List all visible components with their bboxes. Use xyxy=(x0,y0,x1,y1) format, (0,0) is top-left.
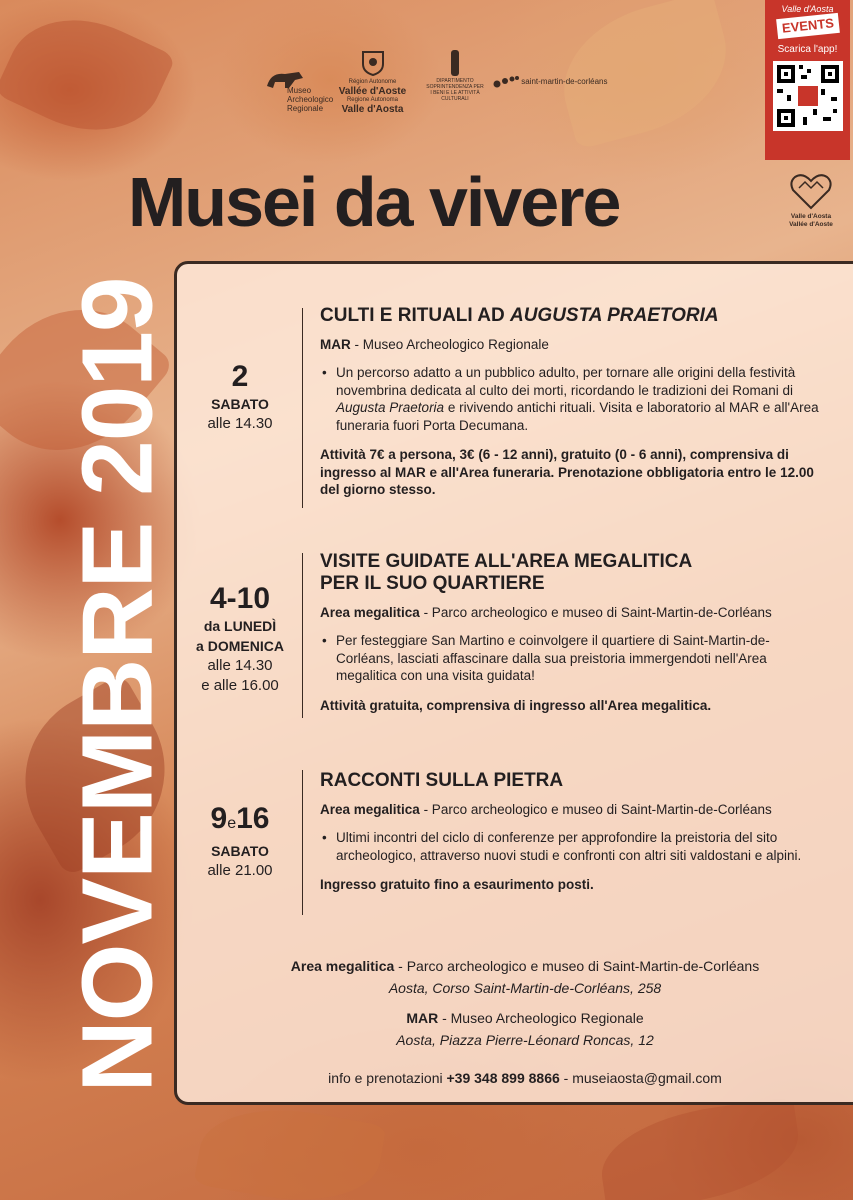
venue1 xyxy=(180,955,853,977)
partner-logos xyxy=(265,50,608,130)
divider-event1 xyxy=(302,308,303,508)
region-fr: Vallée d'Aoste xyxy=(338,86,407,97)
venue1-address: Aosta, Corso Saint-Martin-de-Corléans, 258 xyxy=(388,980,662,996)
heart-line1: Valle d'Aosta xyxy=(790,213,832,220)
event1-desc-italic: Augusta Praetoria xyxy=(336,400,445,415)
venue1-rest: - Parco archeologico e museo di Saint-Martin-de-Corléans xyxy=(394,958,760,974)
dept-text: DIPARTIMENTO SOPRINTENDENZA PER I BENI E LE ATTIVITÀ CULTURALI xyxy=(426,78,484,102)
event2-location-bold: Area megalitica xyxy=(320,605,420,620)
event3-date-conj: e xyxy=(227,815,237,832)
event3-location-rest: - Parco archeologico e museo di Saint-Martin-de-Corléans xyxy=(419,802,772,817)
page-title: Musei da vivere xyxy=(128,163,620,241)
venue2-bold: MAR xyxy=(406,1010,439,1026)
qr-code-icon[interactable] xyxy=(773,61,843,131)
event1-time: alle 14.30 xyxy=(207,415,273,432)
event1-desc-a: Un percorso adatto a un pubblico adulto, per tornare alle origini della festività novembrina dedicata al culto dei morti, ricordando le tradizioni dei Romani di xyxy=(336,365,796,398)
dept-logo xyxy=(425,50,485,102)
event2-title xyxy=(320,551,820,595)
event3-date-b: 16 xyxy=(236,802,270,835)
contact-separator: - xyxy=(559,1070,573,1086)
event2-day-line2: a DOMENICA xyxy=(196,638,284,654)
event1-location-bold: MAR xyxy=(320,337,351,352)
event1-title-a: CULTI E RITUALI AD xyxy=(320,305,510,326)
heart-icon xyxy=(789,172,833,210)
event1-day: SABATO xyxy=(211,396,269,412)
event3-date-a: 9 xyxy=(210,802,228,835)
divider-event3 xyxy=(302,770,303,915)
region-small-it: Regione Autonoma xyxy=(346,97,399,103)
month-year-text: NOVEMBRE 2019 xyxy=(61,277,174,1093)
museo-line1: Museo xyxy=(287,86,312,95)
shield-icon xyxy=(362,50,384,76)
event3-date-block xyxy=(180,802,300,881)
museo-line3: Regionale xyxy=(287,104,324,113)
event1-date: 2 xyxy=(231,360,249,393)
museo-logo xyxy=(265,68,334,113)
region-logo xyxy=(335,50,410,114)
event2-date-block xyxy=(180,582,300,696)
event1-description xyxy=(320,364,820,434)
event1 xyxy=(320,305,820,499)
event2-location-rest: - Parco archeologico e museo di Saint-Martin-de-Corléans xyxy=(419,605,772,620)
event1-date-block xyxy=(180,360,300,434)
contact-phone[interactable]: +39 348 899 8866 xyxy=(446,1070,560,1086)
event1-desc-b: e rivivendo antichi rituali. Visita e laboratorio al MAR e all'Area funeraria fuori Porta Decumana. xyxy=(336,400,819,433)
venue1-bold: Area megalitica xyxy=(290,958,395,974)
divider-event2 xyxy=(302,553,303,718)
leaf-decoration xyxy=(595,1097,806,1200)
region-small-fr: Région Autonome xyxy=(348,79,397,85)
event2-time2: e alle 16.00 xyxy=(201,677,279,694)
venue2-rest: - Museo Archeologico Regionale xyxy=(438,1010,644,1026)
contact-email[interactable]: museiaosta@gmail.com xyxy=(572,1070,722,1086)
event2-note: Attività gratuita, comprensiva di ingresso all'Area megalitica. xyxy=(320,697,712,713)
stones-icon xyxy=(493,74,519,90)
leaf-decoration xyxy=(194,1095,387,1200)
valle-aosta-heart-logo xyxy=(783,172,839,229)
event3 xyxy=(320,770,820,894)
museo-line2: Archeologico xyxy=(287,95,334,104)
event2-title-line1: VISITE GUIDATE ALL'AREA MEGALITICA xyxy=(320,551,693,572)
event3-location xyxy=(320,802,820,817)
venues xyxy=(180,955,853,1051)
event2-title-line2: PER IL SUO QUARTIERE xyxy=(320,573,545,594)
contact-label: info e prenotazioni xyxy=(328,1070,447,1086)
venue2-address: Aosta, Piazza Pierre-Léonard Roncas, 12 xyxy=(396,1032,654,1048)
event1-note: Attività 7€ a persona, 3€ (6 - 12 anni), gratuito (0 - 6 anni), comprensiva di ingresso al MAR e all'Area funeraria. Prenotazione obbligatoria entro le 12.00 del giorno stesso. xyxy=(320,447,814,497)
event3-location-bold: Area megalitica xyxy=(320,802,420,817)
event3-title: RACCONTI SULLA PIETRA xyxy=(320,770,564,791)
event3-note: Ingresso gratuito fino a esaurimento posti. xyxy=(320,877,594,892)
venue2 xyxy=(180,1007,853,1029)
leaf-decoration xyxy=(0,0,176,157)
event2-location xyxy=(320,605,820,620)
contact-info xyxy=(180,1070,853,1086)
event3-time: alle 21.00 xyxy=(207,862,273,879)
event1-title xyxy=(320,305,820,327)
events-brand-line2: EVENTS xyxy=(776,13,840,39)
event1-location xyxy=(320,337,820,352)
region-it: Valle d'Aosta xyxy=(341,104,404,115)
saint-martin-text: saint-martin-de-corléans xyxy=(521,77,608,87)
events-app-box[interactable] xyxy=(765,0,850,160)
event3-description: • Ultimi incontri del ciclo di conferenze per approfondire la preistoria del sito archeologico, attraverso nuovi studi e confronti con altri siti valdostani e alpini. xyxy=(320,829,820,864)
event2-time1: alle 14.30 xyxy=(207,657,273,674)
event1-location-rest: - Museo Archeologico Regionale xyxy=(350,337,549,352)
event2-description: • Per festeggiare San Martino e coinvolgere il quartiere di Saint-Martin-de-Corléans, lasciati affascinare dalla sua preistoria immergendoti nell'Area megalitica con una visita guidata! xyxy=(320,632,820,685)
column-icon xyxy=(449,50,461,76)
event2-day-line1: da LUNEDÌ xyxy=(203,618,277,634)
events-brand-line1: Valle d'Aosta xyxy=(781,4,834,14)
saint-martin-logo xyxy=(493,74,613,90)
event1-title-b: AUGUSTA PRAETORIA xyxy=(509,305,719,326)
event3-day: SABATO xyxy=(211,843,269,859)
event3-date xyxy=(180,802,300,841)
event2-date: 4-10 xyxy=(209,582,271,615)
heart-line2: Vallée d'Aoste xyxy=(789,221,833,228)
event2 xyxy=(320,551,820,714)
download-app-text: Scarica l'app! xyxy=(777,44,838,55)
